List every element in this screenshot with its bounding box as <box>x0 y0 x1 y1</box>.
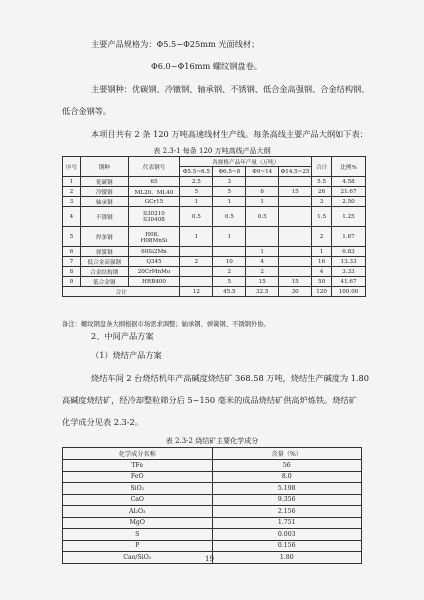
cell-ratio: 13.33 <box>332 257 366 267</box>
header-composition-name: 化学成分名称 <box>63 448 213 460</box>
cell-no: 5 <box>63 227 81 247</box>
sum-total: 120 <box>312 287 332 297</box>
cell-name: FeO <box>63 471 213 483</box>
header-no: 序号 <box>63 157 81 177</box>
product-spec-line-2: Φ6.0~Φ16mm 螺纹钢盘卷。 <box>151 61 262 71</box>
sinter-text-line-3: 化学成分见表 2.3-2。 <box>62 417 143 427</box>
table-row <box>63 494 362 506</box>
cell-steel: 轴承钢 <box>80 197 128 207</box>
cell-grade: S30210 S30408 <box>128 207 180 227</box>
cell-grade: HRB400 <box>128 277 180 287</box>
page-number: 19 <box>205 555 214 563</box>
sinter-composition-rows <box>63 460 362 564</box>
table-row <box>63 483 362 495</box>
table-row <box>63 540 362 552</box>
table2-caption: 表 2.3-2 烧结矿主要化学成分 <box>165 437 259 445</box>
table-row <box>63 471 362 483</box>
cell-name: S <box>63 529 213 541</box>
cell-no: 6 <box>63 247 81 257</box>
cell-name: P <box>63 540 213 552</box>
header-total: 合计 <box>312 157 332 177</box>
cell-steel: 弹簧钢 <box>80 247 128 257</box>
cell-steel: 冷镦钢 <box>80 187 128 197</box>
cell-grade: 20CrMnMo <box>128 267 180 277</box>
cell-ratio: 1.25 <box>332 207 366 227</box>
cell-value: 0.156 <box>212 540 361 552</box>
cell-no: 2 <box>63 187 81 197</box>
table-row <box>63 267 366 277</box>
section-intermediate-products: 2、中间产品方案 <box>91 331 154 341</box>
header-size-4: Φ14.5~25 <box>279 167 312 177</box>
cell-s1 <box>180 267 213 277</box>
cell-steel: 合金结构钢 <box>80 267 128 277</box>
cell-no: 1 <box>63 177 81 187</box>
sum-size-2: 45.5 <box>213 287 246 297</box>
cell-ratio: 41.67 <box>332 277 366 287</box>
cell-s3: 6 <box>246 187 279 197</box>
product-spec-line-1: 主要产品规格为：Φ5.5~Φ25mm 光面线材； <box>91 39 260 49</box>
table-row <box>63 177 366 187</box>
cell-ratio: 4.58 <box>332 177 366 187</box>
sum-ratio: 100.00 <box>332 287 366 297</box>
header-content: 含量（%） <box>212 448 361 460</box>
table-row <box>63 517 362 529</box>
steel-grades-line-2: 低合金钢等。 <box>62 106 112 116</box>
cell-s4 <box>279 197 312 207</box>
cell-grade: GCr15 <box>128 197 180 207</box>
table1-sum-row <box>63 287 366 297</box>
cell-grade: 60Si2Mn <box>128 247 180 257</box>
cell-s2: 5 <box>213 277 246 287</box>
cell-total: 26 <box>312 187 332 197</box>
cell-s3: 2 <box>246 267 279 277</box>
header-size-group: 各规格产品年产量（万吨） <box>180 157 312 167</box>
cell-value: 8.0 <box>212 471 361 483</box>
section-sinter-plan: （1）烧结产品方案 <box>91 350 162 360</box>
cell-ratio: 21.67 <box>332 187 366 197</box>
table-row <box>63 247 366 257</box>
product-outline-rows <box>63 177 366 287</box>
cell-s2: 10 <box>213 257 246 267</box>
cell-s1: 0.5 <box>180 207 213 227</box>
cell-value: 5.198 <box>212 483 361 495</box>
cell-steel: 优碳钢 <box>80 177 128 187</box>
cell-steel: 低合金高强钢 <box>80 257 128 267</box>
table1-caption: 表 2.3-1 每条 120 万吨高线产品大纲 <box>153 147 271 155</box>
header-size-3: Φ9~14 <box>246 167 279 177</box>
header-steel: 钢种 <box>80 157 128 177</box>
cell-s4 <box>279 207 312 227</box>
cell-total: 1 <box>312 247 332 257</box>
cell-ratio: 1.67 <box>332 227 366 247</box>
header-size-1: Φ5.5~6.5 <box>180 167 213 177</box>
cell-s1: 2.5 <box>180 177 213 187</box>
cell-s2: 0.5 <box>213 207 246 227</box>
steel-grades-line-1: 主要钢种：优碳钢、冷镦钢、轴承钢、不锈钢、低合金高强钢、合金结构钢、 <box>91 84 370 94</box>
cell-value: 56 <box>212 460 361 472</box>
cell-name: Al₂O₃ <box>63 506 213 518</box>
cell-name: MgO <box>63 517 213 529</box>
cell-value: 1.751 <box>212 517 361 529</box>
cell-s1: 2 <box>180 257 213 267</box>
table1-note: 备注：螺纹钢盘条大纲根据市场需求调整；轴承钢、弹簧钢、不锈钢外协。 <box>62 321 270 328</box>
sinter-text-line-1: 烧结车间 2 台烧结机年产高碱度烧结矿 368.58 万吨，烧结生产碱度为 1.80 <box>91 373 369 383</box>
cell-total: 3 <box>312 197 332 207</box>
cell-name: SiO₂ <box>63 483 213 495</box>
table-row <box>63 197 366 207</box>
cell-no: 9 <box>63 277 81 287</box>
sum-size-3: 32.5 <box>246 287 279 297</box>
header-size-2: Φ6.5~8 <box>213 167 246 177</box>
cell-grade: Q345 <box>128 257 180 267</box>
cell-grade: ML20、ML40 <box>128 187 180 197</box>
cell-total: 2 <box>312 227 332 247</box>
cell-no: 8 <box>63 267 81 277</box>
cell-s3: 1 <box>246 197 279 207</box>
cell-name: Cao/SiO₂ <box>63 552 213 564</box>
cell-s3: 1 <box>246 247 279 257</box>
cell-steel: 不锈钢 <box>80 207 128 227</box>
cell-s4: 15 <box>279 277 312 287</box>
header-grade: 代表钢号 <box>128 157 180 177</box>
cell-no: 3 <box>63 197 81 207</box>
cell-s1 <box>180 277 213 287</box>
cell-no: 4 <box>63 207 81 227</box>
cell-value: 0.003 <box>212 529 361 541</box>
table-row <box>63 277 366 287</box>
cell-ratio: 2.50 <box>332 197 366 207</box>
cell-no: 7 <box>63 257 81 267</box>
table-row <box>63 257 366 267</box>
cell-name: TFe <box>63 460 213 472</box>
table-row <box>63 227 366 247</box>
cell-grade: H08、 H08MnSi <box>128 227 180 247</box>
cell-s3: 0.5 <box>246 207 279 227</box>
table-row <box>63 460 362 472</box>
cell-s4 <box>279 227 312 247</box>
cell-total: 16 <box>312 257 332 267</box>
cell-s1: 1 <box>180 197 213 207</box>
sum-size-1: 12 <box>180 287 213 297</box>
sum-size-4: 30 <box>279 287 312 297</box>
cell-s2: 1 <box>213 197 246 207</box>
sinter-text-line-2: 高碱度烧结矿，经冷却整粒筛分后 5~150 毫米的成品烧结矿供高炉炼铁。烧结矿 <box>62 395 357 405</box>
cell-value: 9.356 <box>212 494 361 506</box>
sinter-composition-table <box>62 447 362 564</box>
cell-s3 <box>246 177 279 187</box>
cell-name: CaO <box>63 494 213 506</box>
cell-total: 1.5 <box>312 207 332 227</box>
cell-s3: 4 <box>246 257 279 267</box>
cell-ratio: 0.83 <box>332 247 366 257</box>
cell-s2: 5 <box>213 187 246 197</box>
cell-ratio: 3.33 <box>332 267 366 277</box>
cell-value: 2.156 <box>212 506 361 518</box>
cell-s3: 15 <box>246 277 279 287</box>
cell-s4 <box>279 177 312 187</box>
cell-grade: 65 <box>128 177 180 187</box>
cell-s3 <box>246 227 279 247</box>
cell-s2: 3 <box>213 177 246 187</box>
table-row <box>63 207 366 227</box>
cell-s4 <box>279 247 312 257</box>
table-row <box>63 506 362 518</box>
header-ratio: 比例% <box>332 157 366 177</box>
cell-s1 <box>180 247 213 257</box>
cell-s4 <box>279 267 312 277</box>
cell-s1: 5 <box>180 187 213 197</box>
cell-total: 5.5 <box>312 177 332 187</box>
cell-s4: 15 <box>279 187 312 197</box>
cell-s2: 1 <box>213 227 246 247</box>
cell-s2 <box>213 247 246 257</box>
cell-total: 4 <box>312 267 332 277</box>
table-row <box>63 529 362 541</box>
cell-steel: 焊条钢 <box>80 227 128 247</box>
cell-s1: 1 <box>180 227 213 247</box>
sum-label: 合计 <box>63 287 180 297</box>
cell-s4 <box>279 257 312 267</box>
cell-value: 1.80 <box>212 552 361 564</box>
cell-steel: 低合金钢 <box>80 277 128 287</box>
product-outline-table <box>62 156 366 297</box>
production-line-intro: 本项目共有 2 条 120 万吨高速线材生产线。每条高线主要产品大纲如下表： <box>91 129 368 139</box>
table-row <box>63 187 366 197</box>
cell-s2: 2 <box>213 267 246 277</box>
cell-total: 50 <box>312 277 332 287</box>
